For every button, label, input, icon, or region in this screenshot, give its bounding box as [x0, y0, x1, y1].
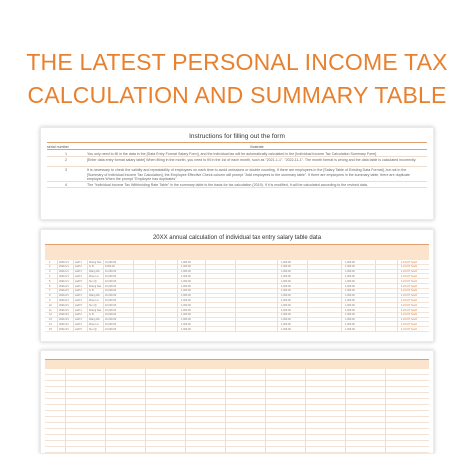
- instructions-header-row: [47, 142, 427, 150]
- table-cell: 10,000.00: [105, 274, 117, 278]
- salary-table-title: 20XX annual calculation of individual tax entry salary table data: [152, 235, 322, 241]
- salary-table-body: [45, 260, 429, 332]
- grid-line: [277, 260, 278, 332]
- table-cell: 1,000.00: [281, 318, 291, 322]
- table-cell: 1,000.00: [345, 318, 355, 322]
- table-cell: 1.2:0.07 Yes/2: [401, 298, 417, 302]
- table-cell: 1.2:0.07 Yes/2: [401, 308, 417, 312]
- table-cell: 1,000.00: [345, 322, 355, 326]
- table-cell: 1,000.00: [281, 308, 291, 312]
- table-cell: 1,000.00: [181, 294, 191, 298]
- table-cell: 1,000.00: [345, 270, 355, 274]
- instruction-number: 4: [65, 183, 67, 188]
- table-cell: 2: [49, 265, 51, 269]
- table-cell: 8,000.00: [105, 265, 115, 269]
- instructions-sheet-preview: [40, 127, 434, 220]
- table-cell: 10,000.00: [105, 284, 117, 288]
- table-cell: 10,000.00: [105, 313, 117, 317]
- table-cell: Wang Wu: [89, 294, 100, 298]
- table-cell: Wang Wu: [89, 270, 100, 274]
- grid-line: [87, 260, 88, 332]
- table-cell: 2021/2/1: [59, 294, 69, 298]
- table-cell: 1,000.00: [281, 327, 291, 331]
- table-cell: Li Si: [89, 265, 94, 269]
- grid-line: [103, 260, 104, 332]
- table-cell: 1,000.00: [345, 274, 355, 278]
- grid-line: [265, 369, 266, 453]
- table-cell: staff 3: [75, 318, 82, 322]
- instructions-body: [47, 151, 427, 188]
- table-cell: 2021/3/1: [59, 308, 69, 312]
- table-cell: 2021/1/1: [59, 260, 69, 264]
- table-cell: 1,000.00: [181, 318, 191, 322]
- table-cell: 1.2:0.07 Yes/2: [401, 303, 417, 307]
- table-cell: staff 5: [75, 279, 82, 283]
- table-cell: staff 2: [75, 265, 82, 269]
- table-cell: staff 5: [75, 303, 82, 307]
- table-cell: 2021/3/1: [59, 313, 69, 317]
- table-cell: 10,000.00: [105, 294, 117, 298]
- table-cell: 10,000.00: [105, 270, 117, 274]
- table-cell: 10,000.00: [105, 327, 117, 331]
- table-cell: Wang Wu: [89, 318, 100, 322]
- table-cell: 2021/1/1: [59, 265, 69, 269]
- table-cell: 1,000.00: [345, 294, 355, 298]
- table-cell: 1,000.00: [181, 308, 191, 312]
- table-cell: 1,000.00: [345, 308, 355, 312]
- summary-sheet-preview: [40, 350, 434, 454]
- table-cell: 1: [49, 260, 51, 264]
- table-cell: staff 2: [75, 313, 82, 317]
- instruction-text: It is necessary to check the validity and repeatability of employees on each time to avoid omissions or double counting. If there are employees in the [Salary Table of Existing Data Format], but not in the [Summary of Individual Income Tax Calculation], the Employee Effective Check column will prompt "Add employees to the summary table". If there are employees in the summary table, there are duplicate employees When the prompt "Employee has duplicates": [87, 168, 411, 181]
- table-cell: 10,000.00: [105, 303, 117, 307]
- instruction-row: [47, 167, 427, 182]
- table-cell: 1,000.00: [181, 265, 191, 269]
- table-cell: 1,000.00: [281, 260, 291, 264]
- table-cell: 14: [49, 322, 52, 326]
- page-title-line-2: CALCULATION AND SUMMARY TABLE: [27, 82, 447, 108]
- table-cell: staff 1: [75, 284, 82, 288]
- table-cell: 5: [49, 279, 51, 283]
- table-cell: staff 3: [75, 270, 82, 274]
- table-cell: 1.2:0.07 Yes/2: [401, 322, 417, 326]
- grid-line: [145, 369, 146, 453]
- table-cell: 2021/3/1: [59, 327, 69, 331]
- grid-line: [385, 369, 386, 453]
- table-cell: 1.2:0.07 Yes/2: [401, 274, 417, 278]
- table-cell: Sun Qi: [89, 327, 97, 331]
- table-cell: 1,000.00: [181, 284, 191, 288]
- table-cell: staff 4: [75, 322, 82, 326]
- table-cell: 1,000.00: [345, 284, 355, 288]
- summary-table-header: [45, 359, 429, 369]
- table-cell: staff 5: [75, 327, 82, 331]
- instructions-title: Instructions for filling out the form: [189, 133, 285, 140]
- table-cell: 13: [49, 318, 52, 322]
- table-cell: 1,000.00: [181, 270, 191, 274]
- table-cell: Sun Qi: [89, 279, 97, 283]
- grid-line: [65, 369, 66, 453]
- table-cell: 1.2:0.07 Yes/2: [401, 318, 417, 322]
- instruction-row: [47, 157, 427, 167]
- grid-line: [105, 369, 106, 453]
- table-cell: 1,000.00: [345, 327, 355, 331]
- grid-line: [305, 369, 306, 453]
- table-cell: 1,000.00: [345, 260, 355, 264]
- table-cell: 1,000.00: [181, 313, 191, 317]
- table-cell: 4: [49, 274, 51, 278]
- table-cell: 1,000.00: [281, 303, 291, 307]
- table-cell: 1,000.00: [281, 274, 291, 278]
- table-cell: 1.2:0.07 Yes/2: [401, 284, 417, 288]
- table-cell: 1,000.00: [345, 265, 355, 269]
- table-cell: staff 1: [75, 260, 82, 264]
- grid-line: [177, 260, 178, 332]
- table-cell: 2021/3/1: [59, 318, 69, 322]
- table-cell: Li Si: [89, 313, 94, 317]
- table-cell: Sun Qi: [89, 303, 97, 307]
- table-cell: 7: [49, 289, 51, 293]
- table-cell: 1.2:0.07 Yes/2: [401, 260, 417, 264]
- table-cell: 2021/2/1: [59, 289, 69, 293]
- table-cell: 1.2:0.07 Yes/2: [401, 270, 417, 274]
- table-cell: 1,000.00: [181, 298, 191, 302]
- table-cell: 1,000.00: [345, 298, 355, 302]
- table-cell: 1,000.00: [181, 279, 191, 283]
- summary-table-body: [45, 369, 429, 453]
- table-cell: 1,000.00: [281, 289, 291, 293]
- table-cell: Zhao Liu: [89, 274, 99, 278]
- table-cell: 10,000.00: [105, 298, 117, 302]
- table-cell: 1,000.00: [345, 303, 355, 307]
- table-cell: 1,000.00: [281, 265, 291, 269]
- table-cell: 1.2:0.07 Yes/2: [401, 294, 417, 298]
- table-cell: 2021/2/1: [59, 303, 69, 307]
- grid-line: [341, 260, 342, 332]
- grid-line: [73, 260, 74, 332]
- grid-line: [133, 260, 134, 332]
- grid-line: [155, 260, 156, 332]
- instruction-number: 3: [65, 168, 67, 173]
- serial-number-header: serial number: [47, 144, 69, 149]
- table-cell: Zhang San: [89, 284, 102, 288]
- grid-line: [205, 260, 206, 332]
- page-title-line-1: THE LATEST PERSONAL INCOME TAX: [26, 49, 448, 75]
- instruction-text: [Enter data entry format salary table] When filling in the month, you need to fill in the 1st of each month, such as "2021-1-1", "2022-11-1". The month format is wrong and the data table is calculated incorrectly.: [87, 158, 417, 163]
- table-cell: 12: [49, 313, 52, 317]
- table-row: [45, 447, 429, 453]
- table-cell: 1.2:0.07 Yes/2: [401, 265, 417, 269]
- table-cell: staff 1: [75, 308, 82, 312]
- table-cell: 1,000.00: [181, 327, 191, 331]
- table-cell: 2021/1/1: [59, 274, 69, 278]
- table-cell: 1,000.00: [345, 279, 355, 283]
- table-cell: 1,000.00: [181, 260, 191, 264]
- table-cell: 1.2:0.07 Yes/2: [401, 279, 417, 283]
- instruction-text: You only need to fill in the data in the [Data Entry Format Salary Form], and the individual tax will be automatically calculated in the [Individual Income Tax Calculation Summary Form].: [87, 152, 378, 156]
- table-cell: 1,000.00: [181, 322, 191, 326]
- table-cell: 10,000.00: [105, 260, 117, 264]
- table-cell: 1,000.00: [181, 274, 191, 278]
- table-cell: 1,000.00: [281, 284, 291, 288]
- grid-line: [185, 369, 186, 453]
- table-cell: 1,000.00: [181, 303, 191, 307]
- grid-line: [225, 369, 226, 453]
- instruction-number: 1: [65, 152, 67, 156]
- table-cell: 2021/2/1: [59, 298, 69, 302]
- grid-line: [345, 369, 346, 453]
- grid-line: [57, 260, 58, 332]
- instruction-number: 2: [65, 158, 67, 163]
- table-cell: 1,000.00: [345, 289, 355, 293]
- salary-table-header: [45, 244, 429, 260]
- table-cell: 2021/1/1: [59, 279, 69, 283]
- salary-table-sheet-preview: [40, 229, 434, 342]
- table-cell: 1.2:0.07 Yes/2: [401, 327, 417, 331]
- table-cell: 8: [49, 294, 51, 298]
- grid-line: [375, 260, 376, 332]
- table-cell: 1,000.00: [181, 289, 191, 293]
- table-cell: 10,000.00: [105, 322, 117, 326]
- grid-line: [397, 260, 398, 332]
- table-cell: Zhao Liu: [89, 322, 99, 326]
- table-cell: Zhang San: [89, 260, 102, 264]
- table-cell: 2021/2/1: [59, 284, 69, 288]
- table-cell: 1.2:0.07 Yes/2: [401, 313, 417, 317]
- table-cell: 11: [49, 308, 52, 312]
- table-cell: staff 4: [75, 298, 82, 302]
- table-cell: 10,000.00: [105, 318, 117, 322]
- illustrate-header: illustrate: [250, 144, 264, 149]
- grid-line: [307, 260, 308, 332]
- table-cell: 9: [49, 298, 51, 302]
- table-cell: 1,000.00: [281, 298, 291, 302]
- instruction-text: The "Individual Income Tax Withholding Rate Table" in the summary table is the basis for tax calculation (2019). If it is modified, it will be calculated according to the revised data.: [87, 183, 368, 188]
- table-cell: 6: [49, 284, 51, 288]
- instruction-row: [47, 182, 427, 188]
- table-cell: staff 2: [75, 289, 82, 293]
- table-cell: Zhang San: [89, 308, 102, 312]
- table-cell: 1,000.00: [281, 322, 291, 326]
- table-cell: 2021/3/1: [59, 322, 69, 326]
- table-cell: Zhao Liu: [89, 298, 99, 302]
- table-cell: 1,000.00: [281, 270, 291, 274]
- table-cell: 1.2:0.07 Yes/2: [401, 289, 417, 293]
- grid-line: [235, 260, 236, 332]
- table-cell: 15: [49, 327, 52, 331]
- table-cell: staff 3: [75, 294, 82, 298]
- table-cell: 1,000.00: [281, 279, 291, 283]
- table-cell: 2021/1/1: [59, 270, 69, 274]
- table-cell: 1,000.00: [281, 313, 291, 317]
- table-cell: 10,000.00: [105, 308, 117, 312]
- table-cell: 10: [49, 303, 52, 307]
- table-cell: staff 4: [75, 274, 82, 278]
- table-cell: 3: [49, 270, 51, 274]
- table-cell: Li Si: [89, 289, 94, 293]
- table-cell: 10,000.00: [105, 289, 117, 293]
- table-cell: 1,000.00: [345, 313, 355, 317]
- table-cell: 1,000.00: [281, 294, 291, 298]
- table-cell: 10,000.00: [105, 279, 117, 283]
